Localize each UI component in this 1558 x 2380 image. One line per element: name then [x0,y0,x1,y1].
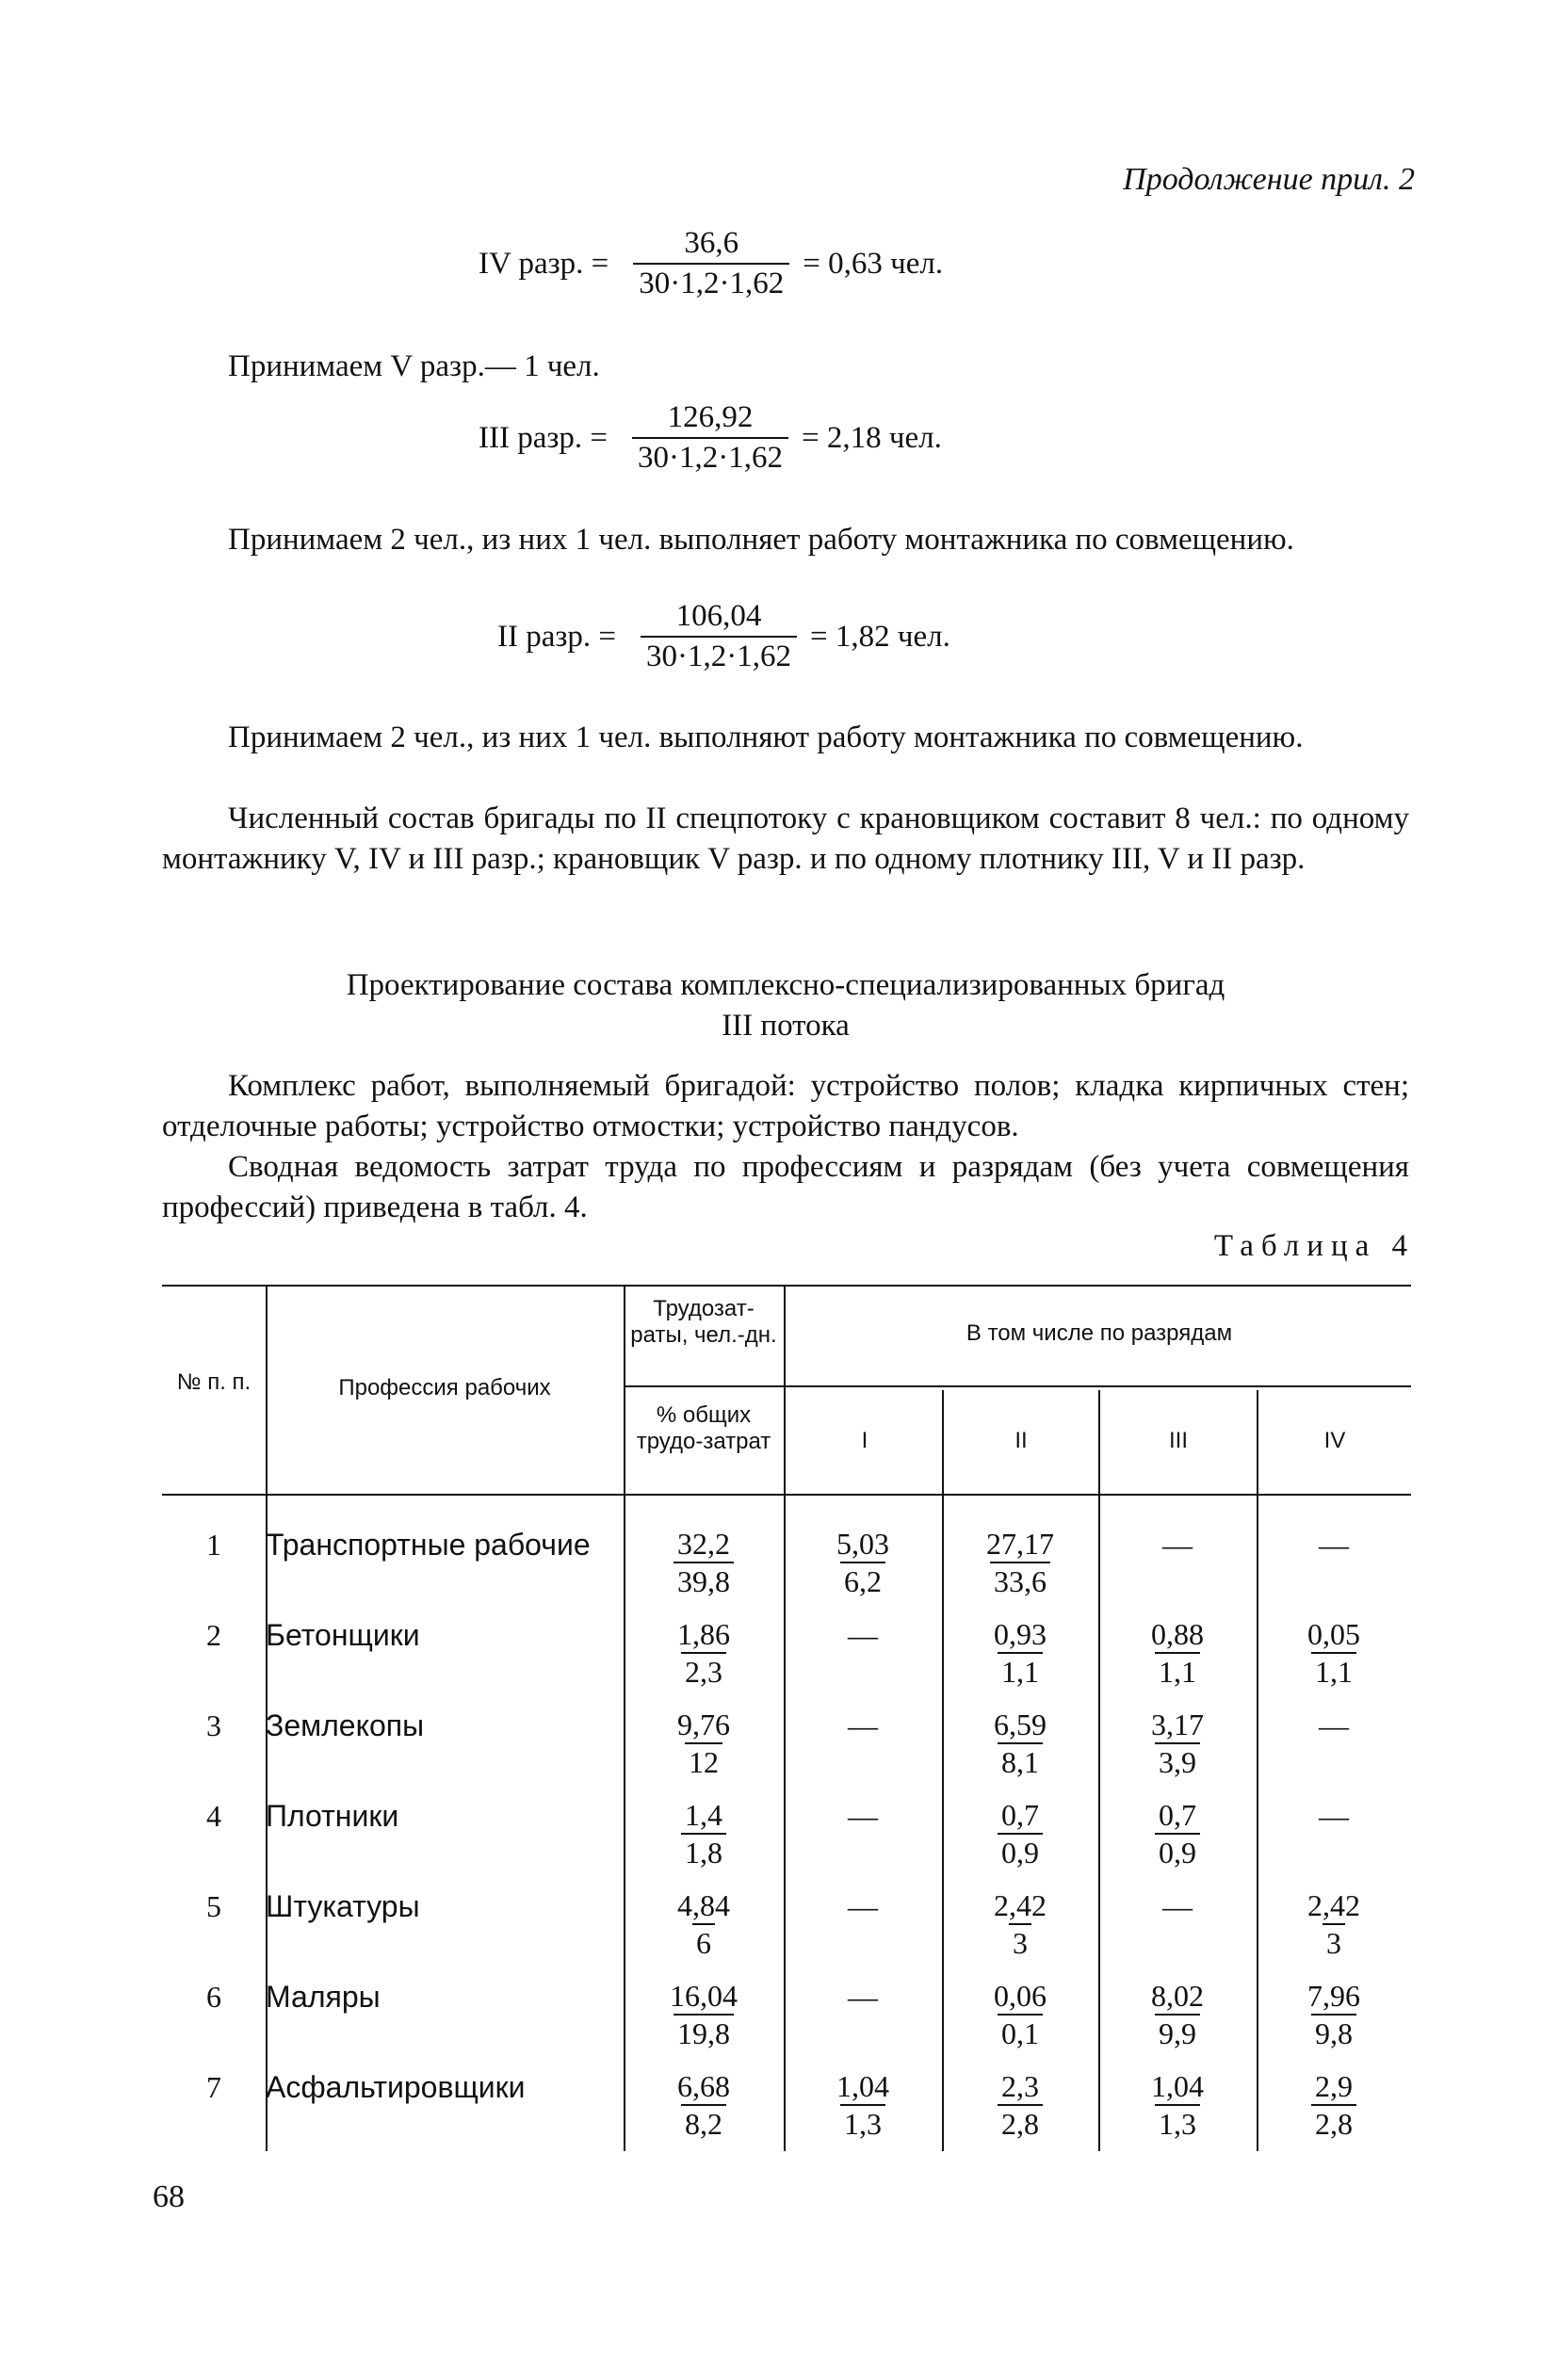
formula-lhs: III разр. = [479,420,609,455]
profession-name: Маляры [266,1980,381,2014]
value-percent: 2,3 [681,1652,726,1690]
formula-fraction [641,599,797,674]
labor-value [647,1797,760,1870]
labor-value [647,2068,760,2142]
empty-dash: — [848,1889,878,1923]
section-heading [162,965,1409,1046]
value-numerator: 6,68 [677,2069,730,2103]
grade-value [964,1797,1077,1870]
value-numerator: 1,4 [685,1798,722,1832]
value-percent: 1,8 [681,1833,726,1870]
grade-value [1121,2068,1234,2142]
value-percent: 1,1 [1311,1652,1356,1690]
value-numerator: 5,03 [836,1527,889,1561]
paragraph-text: Принимаем 2 чел., из них 1 чел. выполняют работу монтажника по совмещению. [228,720,1304,754]
value-numerator: 16,04 [670,1979,738,2013]
table-vline [942,1390,944,2151]
profession-name: Штукатуры [266,1889,420,1923]
empty-dash: — [848,1708,878,1742]
grade-value [1277,1616,1390,1690]
paragraph-text: Принимаем V разр.— 1 чел. [228,349,600,383]
value-numerator: 2,9 [1315,2069,1353,2103]
formula-denominator: 30·1,2·1,62 [641,636,797,674]
value-percent: 2,8 [998,2104,1043,2142]
grade-value [1277,1887,1390,1961]
paragraph-brigade-composition [162,799,1409,880]
grade-value [806,2068,919,2142]
paragraph-text: Комплекс работ, выполняемый бригадой: устройство полов; кладка кирпичных стен; отделочные работы; устройство отмостки; устройство пандусов. [162,1069,1409,1143]
value-percent: 8,2 [681,2104,726,2142]
value-percent: 1,3 [1155,2104,1200,2142]
value-numerator: 1,04 [1151,2069,1204,2103]
section-heading-line2: III потока [722,1009,850,1043]
paragraph-summary-statement [162,1147,1409,1228]
value-numerator: 3,17 [1151,1708,1204,1741]
table-caption: Таблица 4 [1213,1229,1415,1263]
table-vline [1257,1390,1258,2151]
paragraph-text: Сводная ведомость затрат труда по профессиям и разрядам (без учета совмещения профессий) приведена в табл. 4. [162,1150,1409,1224]
formula-rhs: = 0,63 чел. [803,246,944,281]
header-grade-iii: III [1168,1428,1188,1453]
table-header-bottom-rule [162,1494,1411,1496]
formula-numerator: 106,04 [675,599,762,633]
grade-value [1121,1707,1234,1780]
formula-lhs: II разр. = [497,619,617,654]
empty-dash: — [848,1980,878,2014]
formula-fraction [632,400,788,476]
value-numerator: 32,2 [677,1527,730,1561]
empty-dash: — [1319,1708,1349,1742]
value-numerator: 2,42 [994,1888,1047,1922]
value-percent: 39,8 [674,1562,734,1599]
table-top-rule [162,1285,1411,1287]
row-number: 4 [206,1799,221,1833]
row-number: 3 [206,1708,221,1742]
formula-ii [497,599,950,674]
paragraph-text: Принимаем 2 чел., из них 1 чел. выполняет работу монтажника по совмещению. [228,523,1294,557]
empty-dash: — [1319,1528,1349,1562]
header-grade-i: I [861,1428,868,1453]
value-numerator: 2,3 [1001,2069,1039,2103]
row-number: 7 [206,2070,221,2104]
grade-value [964,1526,1077,1599]
header-by-grade: В том числе по разрядам [966,1320,1233,1346]
grade-value [964,1978,1077,2051]
formula-denominator: 30·1,2·1,62 [633,263,789,301]
value-numerator: 1,86 [677,1617,730,1651]
formula-rhs: = 2,18 чел. [802,420,942,455]
value-percent: 1,1 [1155,1652,1200,1690]
value-numerator: 2,42 [1307,1888,1360,1922]
empty-dash: — [848,1618,878,1652]
profession-name: Бетонщики [266,1618,420,1652]
value-numerator: 4,84 [677,1888,730,1922]
value-numerator: 0,88 [1151,1617,1204,1651]
row-number: 2 [206,1618,221,1652]
formula-lhs: IV разр. = [479,246,609,281]
labor-header-split [624,1385,784,1387]
section-heading-line1: Проектирование состава комплексно-специализированных бригад [346,968,1225,1002]
empty-dash: — [1162,1528,1193,1562]
value-percent: 8,1 [998,1742,1043,1780]
formula-numerator: 36,6 [684,226,739,260]
labor-value [647,1707,760,1780]
paragraph-work-complex [162,1066,1409,1147]
empty-dash: — [1162,1889,1193,1923]
labor-value [647,1526,760,1599]
value-percent: 9,9 [1155,2014,1200,2051]
value-percent: 0,1 [998,2014,1043,2051]
profession-name: Землекопы [266,1708,425,1742]
value-numerator: 0,7 [1001,1798,1039,1832]
page-number: 68 [153,2179,185,2214]
value-percent: 2,8 [1311,2104,1356,2142]
value-percent: 3,9 [1155,1742,1200,1780]
continuation-note: Продолжение прил. 2 [1123,162,1415,197]
formula-numerator: 126,92 [667,400,754,434]
header-labor: Трудозат-раты, чел.-дн. [630,1296,777,1348]
paragraph-accept-v [228,347,1409,387]
empty-dash: — [848,1799,878,1833]
value-percent: 12 [685,1742,722,1780]
value-percent: 0,9 [998,1833,1043,1870]
value-percent: 0,9 [1155,1833,1200,1870]
formula-fraction [633,226,789,301]
grade-value [1121,1616,1234,1690]
header-grade-ii: II [1014,1428,1028,1453]
value-percent: 6,2 [840,1562,885,1599]
formula-iii [479,400,942,476]
grade-value [1277,2068,1390,2142]
paragraph-text: Численный состав бригады по II спецпотоку с крановщиком составит 8 чел.: по одному монтажнику V, IV и III разр.; крановщик V разр. и по одному плотнику III, V и II разр. [162,801,1409,876]
formula-iv [479,226,943,301]
labor-value [647,1978,760,2051]
header-grade-iv: IV [1323,1428,1346,1453]
row-number: 5 [206,1889,221,1923]
value-numerator: 0,93 [994,1617,1047,1651]
formula-denominator: 30·1,2·1,62 [632,437,788,476]
profession-name: Асфальтировщики [266,2070,526,2104]
paragraph-accept-iii [162,520,1409,560]
empty-dash: — [1319,1799,1349,1833]
value-numerator: 8,02 [1151,1979,1204,2013]
value-percent: 19,8 [674,2014,734,2051]
value-percent: 9,8 [1311,2014,1356,2051]
value-percent: 6 [692,1923,715,1961]
grade-value [964,1887,1077,1961]
value-percent: 3 [1323,1923,1345,1961]
value-numerator: 9,76 [677,1708,730,1741]
grade-value [1121,1978,1234,2051]
value-numerator: 7,96 [1307,1979,1360,2013]
grade-value [964,2068,1077,2142]
value-numerator: 0,06 [994,1979,1047,2013]
row-number: 1 [206,1528,221,1562]
profession-name: Плотники [266,1799,399,1833]
value-percent: 33,6 [990,1562,1050,1599]
header-profession: Профессия рабочих [338,1375,551,1400]
grade-value [1277,1978,1390,2051]
value-numerator: 6,59 [994,1708,1047,1741]
paragraph-accept-ii [162,718,1409,758]
grade-value [806,1526,919,1599]
value-numerator: 0,7 [1159,1798,1196,1832]
value-numerator: 27,17 [986,1527,1054,1561]
formula-rhs: = 1,82 чел. [810,619,950,654]
value-numerator: 0,05 [1307,1617,1360,1651]
table-vline [624,1285,625,2151]
grade-value [964,1616,1077,1690]
grade-value [964,1707,1077,1780]
table-vline [1098,1390,1100,2151]
labor-value [647,1887,760,1961]
row-number: 6 [206,1980,221,2014]
grade-value [1121,1797,1234,1870]
labor-value [647,1616,760,1690]
value-numerator: 1,04 [836,2069,889,2103]
value-percent: 1,3 [840,2104,885,2142]
header-num: № п. п. [176,1369,252,1395]
table-vline [784,1285,786,2151]
profession-name: Транспортные рабочие [266,1528,591,1562]
value-percent: 3 [1009,1923,1031,1961]
value-percent: 1,1 [998,1652,1043,1690]
header-percent: % общих трудо-затрат [636,1402,771,1454]
